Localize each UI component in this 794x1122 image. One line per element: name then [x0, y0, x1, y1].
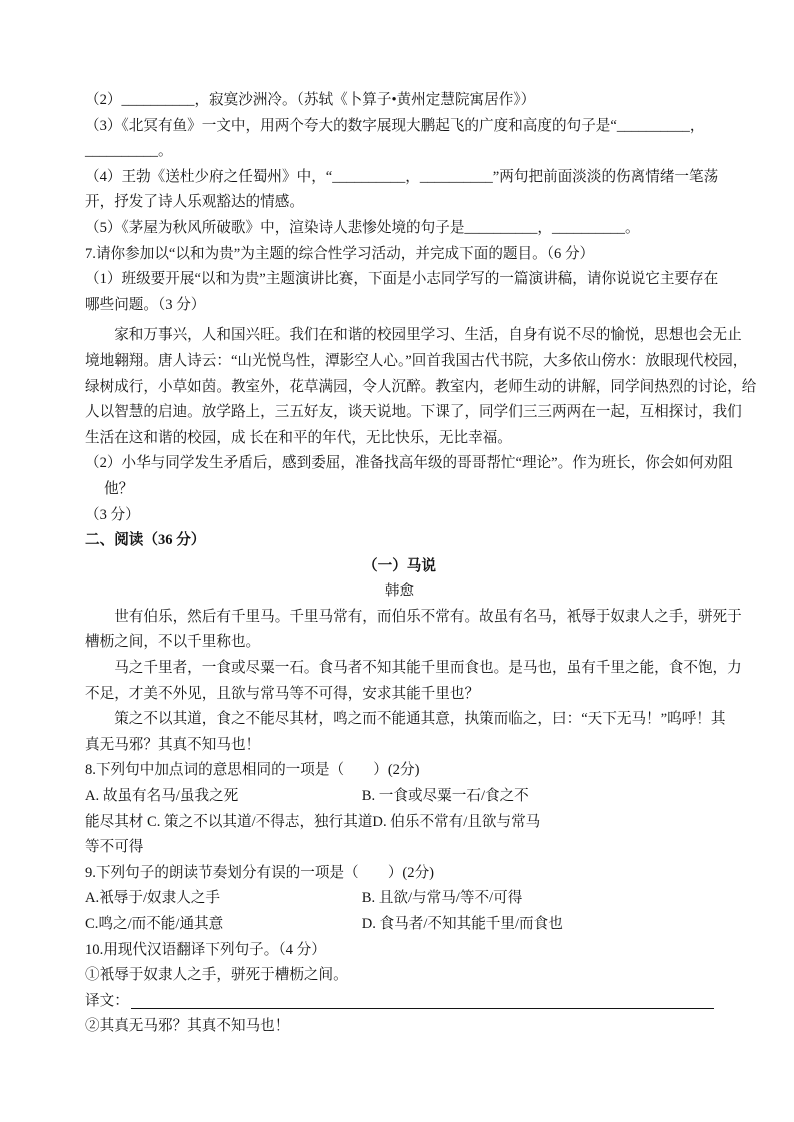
- speech-draft-line5: 生活在这和谐的校园，成 长在和平的年代，无比快乐，无比幸福。: [85, 429, 512, 446]
- speech-draft-line2: 境地翱翔。唐人诗云：“山光悦鸟性，潭影空人心。”回首我国古代书院，大多依山傍水：放眼现代校园，: [85, 352, 748, 369]
- dictation-question-5: （5）《茅屋为秋风所破歌》中，渲染诗人悲惨处境的句子是__________，__________。: [85, 219, 640, 236]
- dictation-question-4-line2: 开，抒发了诗人乐观豁达的情感。: [85, 194, 304, 211]
- passage-paragraph2-line1: 马之千里者，一食或尽粟一石。食马者不知其能千里而食也。是马也，虽有千里之能，食不饱，力: [114, 660, 742, 677]
- question-9-options-row2: [85, 912, 714, 938]
- question-9-option-c: C.鸣之/而不能/通其意: [85, 916, 224, 932]
- question-10-sentence2: ②其真无马邪？其真不知马也！: [85, 1018, 290, 1035]
- answer-blank-line: [131, 995, 714, 1010]
- passage-paragraph1-line2: 槽枥之间，不以千里称也。: [85, 634, 261, 651]
- question-7-part2-line2: 他？: [103, 480, 134, 497]
- question-7-part2-score: （3 分）: [85, 506, 140, 523]
- speech-draft-line4: 人以智慧的启迪。放学路上，三五好友，谈天说地。下课了，同学们三三两两在一起，互相探讨，我们: [85, 404, 742, 421]
- passage-author: 韩愈: [384, 583, 415, 600]
- question-9-options-row1: [85, 886, 714, 912]
- passage-paragraph1-line1: 世有伯乐，然后有千里马。千里马常有，而伯乐不常有。故虽有名马，衹辱于奴隶人之手，骈死于: [114, 608, 742, 625]
- reading-section-heading: 二、阅读（36 分）: [85, 532, 206, 549]
- dictation-question-3-line1: （3）《北冥有鱼》一文中，用两个夸大的数字展现大鹏起飞的广度和高度的句子是“__________，: [85, 117, 705, 134]
- speech-draft-line1: 家和万事兴，人和国兴旺。我们在和谐的校园里学习、生活，自身有说不尽的愉悦，思想也会无止: [114, 327, 742, 344]
- question-8-stem: 8.下列句中加点词的意思相同的一项是（ ）(2分): [85, 762, 420, 779]
- question-8-options-row3: 等不可得: [85, 839, 144, 856]
- question-7-stem: 7.请你参加以“以和为贵”为主题的综合性学习活动，并完成下面的题目。（6 分）: [85, 245, 595, 262]
- dictation-question-2: （2）__________，寂寞沙洲冷。（苏轼《卜算子•黄州定慧院寓居作》）: [85, 92, 536, 108]
- question-9-stem: 9.下列句子的朗读节奏划分有误的一项是（ ）(2分): [85, 864, 435, 881]
- question-9-option-a: A.衹辱于/奴隶人之手: [85, 890, 220, 907]
- question-8-options-row2: 能尽其材 C. 策之不以其道/不得志，独行其道D. 伯乐不常有/且欲与常马: [85, 813, 541, 830]
- question-9-option-d: D. 食马者/不知其能千里/而食也: [361, 916, 563, 932]
- passage-title: （一）马说: [363, 557, 436, 574]
- question-8-options-row1: [85, 784, 714, 810]
- passage-paragraph3-line2: 真无马邪？其真不知马也！: [85, 736, 261, 753]
- question-8-option-b-start: B. 一食或尽粟一石/食之不: [361, 788, 529, 805]
- question-7-part1-line2: 哪些问题。（3 分）: [85, 296, 206, 313]
- question-7-part2-line1: （2）小华与同学发生矛盾后，感到委屈，准备找高年级的哥哥帮忙“理论”。作为班长，你会如何劝阻: [85, 455, 733, 472]
- question-10-stem: 10.用现代汉语翻译下列句子。（4 分）: [85, 941, 326, 958]
- speech-draft-line3: 绿树成行，小草如茵。教室外，花草满园，令人沉醉。教室内，老师生动的讲解，同学间热烈的讨论，给: [85, 378, 757, 395]
- dictation-question-4-line1: （4）王勃《送杜少府之任蜀州》中，“__________，__________”两句把前面淡淡的伤离情绪一笔荡: [85, 168, 719, 185]
- passage-paragraph3-line1: 策之不以其道，食之不能尽其材，鸣之而不能通其意，执策而临之，曰：“天下无马！”呜呼！其: [114, 711, 726, 728]
- question-8-option-a: A. 故虽有名马/虽我之死: [85, 788, 239, 805]
- passage-paragraph2-line2: 不足，才美不外见，且欲与常马等不可得，安求其能千里也？: [85, 685, 480, 702]
- question-7-part1-line1: （1）班级要开展“以和为贵”主题演讲比赛，下面是小志同学写的一篇演讲稿，请你说说它主要存在: [85, 271, 719, 288]
- question-10-answer-row: [85, 989, 714, 1015]
- question-9-option-b: B. 且欲/与常马/等不/可得: [361, 890, 523, 907]
- dictation-question-3-line2: __________。: [85, 143, 173, 160]
- translation-label: 译文：: [85, 992, 129, 1009]
- question-10-sentence1: ①衹辱于奴隶人之手，骈死于槽枥之间。: [85, 967, 348, 984]
